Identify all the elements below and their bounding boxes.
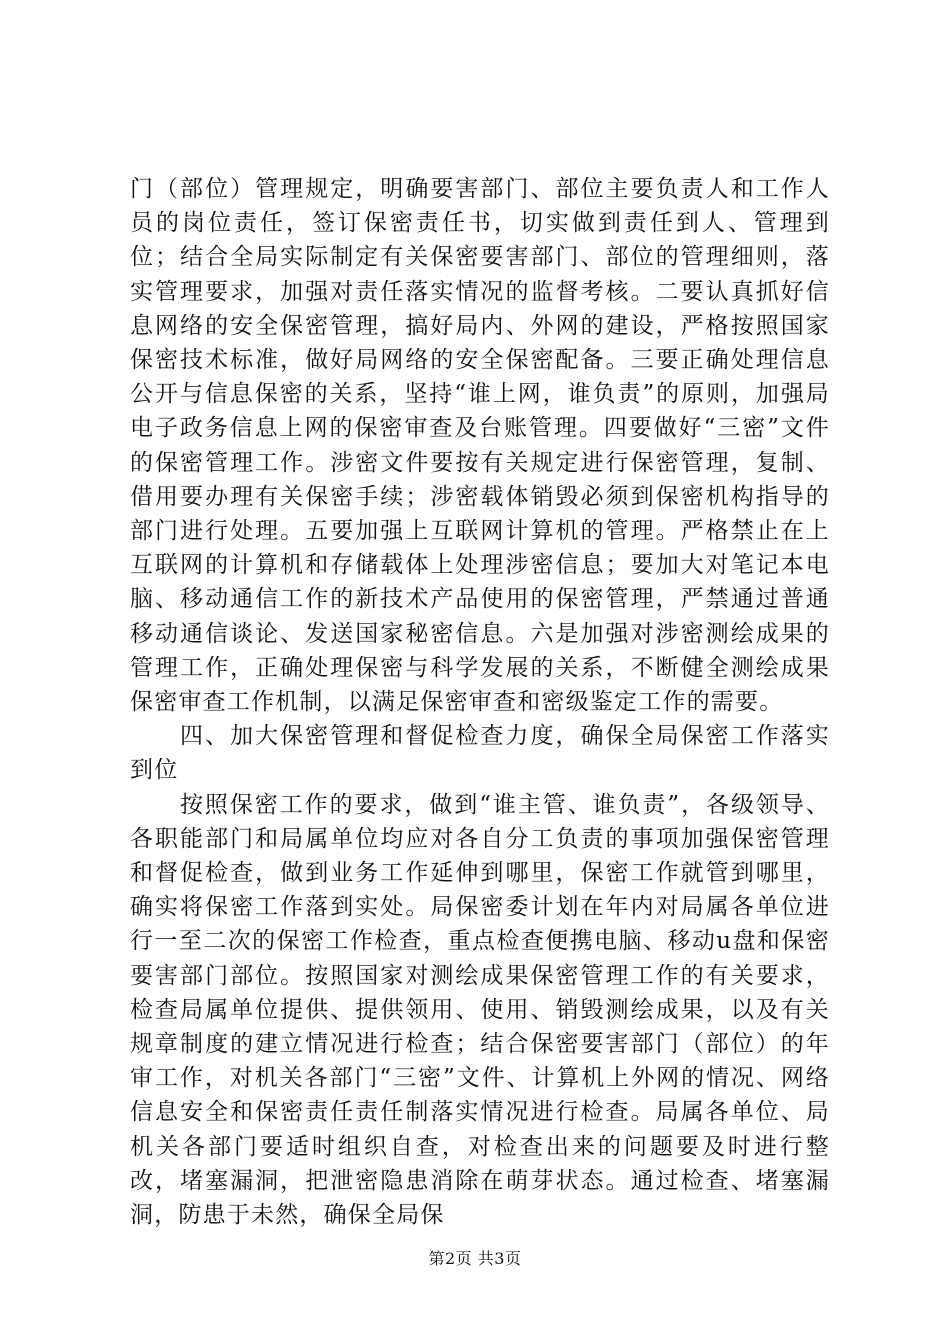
page-number-footer: 第2页 共3页 (428, 1249, 522, 1268)
paragraph-inspection: 按照保密工作的要求，做到“谁主管、谁负责”，各级领导、各职能部门和局属单位均应对各自分工负责的事项加强保密管理和督促检查，做到业务工作延伸到哪里，保密工作就管到哪里，确实将保密工作落到实处。局保密委计划在年内对局属各单位进行一至二次的保密工作检查，重点检查便携电脑、移动u盘和保密要害部门部位。按照国家对测绘成果保密管理工作的有关要求，检查局属单位提供、提供领用、使用、销毁测绘成果，以及有关规章制度的建立情况进行检查；结合保密要害部门（部位）的年审工作，对机关各部门“三密”文件、计算机上外网的情况、网络信息安全和保密责任责任制落实情况进行检查。局属各单位、局机关各部门要适时组织自查，对检查出来的问题要及时进行整改，堵塞漏洞，把泄密隐患消除在萌芽状态。通过检查、堵塞漏洞，防患于未然，确保全局保 (130, 791, 830, 1229)
paragraph-continuation: 门（部位）管理规定，明确要害部门、部位主要负责人和工作人员的岗位责任，签订保密责任书，切实做到责任到人、管理到位；结合全局实际制定有关保密要害部门、部位的管理细则，落实管理要求，加强对责任落实情况的监督考核。二要认真抓好信息网络的安全保密管理，搞好局内、外网的建设，严格按照国家保密技术标准，做好局网络的安全保密配备。三要正确处理信息公开与信息保密的关系，坚持“谁上网，谁负责”的原则，加强局电子政务信息上网的保密审查及台账管理。四要做好“三密”文件的保密管理工作。涉密文件要按有关规定进行保密管理，复制、借用要办理有关保密手续；涉密载体销毁必须到保密机构指导的部门进行处理。五要加强上互联网计算机的管理。严格禁止在上互联网的计算机和存储载体上处理涉密信息；要加大对笔记本电脑、移动通信工作的新技术产品使用的保密管理，严禁通过普通移动通信谈论、发送国家秘密信息。六是加强对涉密测绘成果的管理工作，正确处理保密与科学发展的关系，不断健全测绘成果保密审查工作机制，以满足保密审查和密级鉴定工作的需要。 (130, 176, 830, 716)
section-heading: 四、加大保密管理和督促检查力度，确保全局保密工作落实到位 (130, 723, 830, 784)
document-body (130, 172, 830, 1232)
